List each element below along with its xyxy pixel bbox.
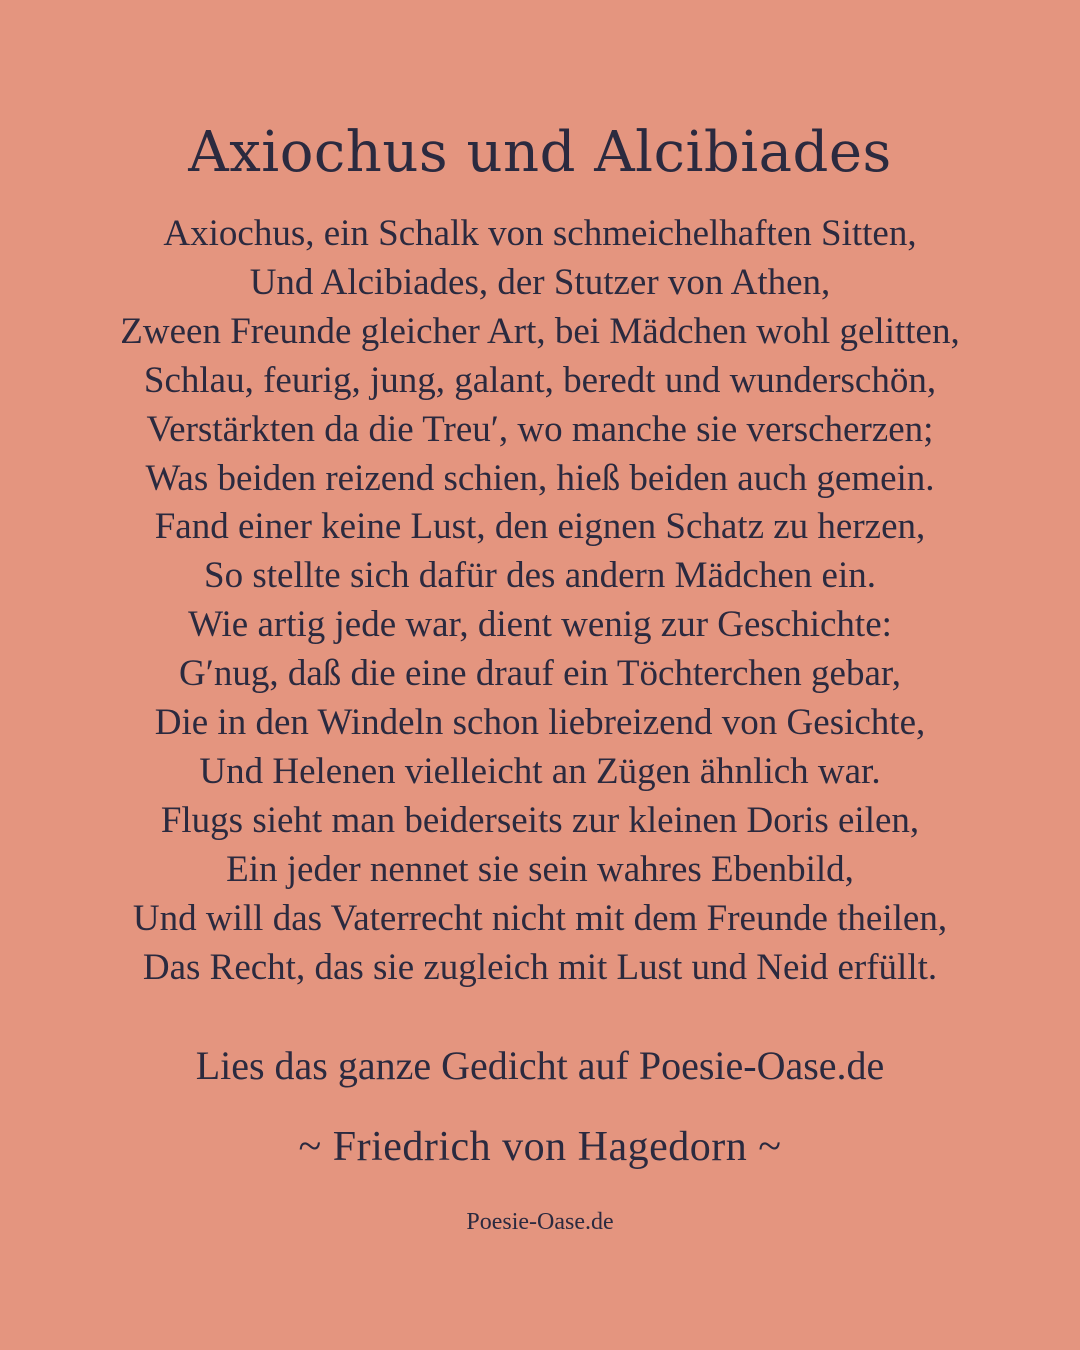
poem-line: Schlau, feurig, jung, galant, beredt und wunderschön, xyxy=(143,359,937,401)
poem-line: Zween Freunde gleicher Art, bei Mädchen wohl gelitten, xyxy=(120,310,960,352)
poem-line: Und Helenen vielleicht an Zügen ähnlich war. xyxy=(199,750,881,792)
poem-line: Und Alcibiades, der Stutzer von Athen, xyxy=(249,261,831,303)
poem-line: Die in den Windeln schon liebreizend von Gesichte, xyxy=(154,702,926,744)
poem-line: Und will das Vaterrecht nicht mit dem Freunde theilen, xyxy=(132,897,948,939)
poem-line: Ein jeder nennet sie sein wahres Ebenbild, xyxy=(226,848,854,890)
site-watermark: Poesie-Oase.de xyxy=(466,1209,614,1235)
poem-line: Verstärkten da die Treu′, wo manche sie verscherzen; xyxy=(146,408,934,450)
poem-line: So stellte sich dafür des andern Mädchen ein. xyxy=(204,555,876,597)
poem-title: Axiochus und Alcibiades xyxy=(188,120,892,185)
poem-body xyxy=(0,210,1080,993)
poem-line: Flugs sieht man beiderseits zur kleinen Doris eilen, xyxy=(160,799,920,841)
poem-line: Axiochus, ein Schalk von schmeichelhaften Sitten, xyxy=(163,213,917,254)
poem-line: Das Recht, das sie zugleich mit Lust und Neid erfüllt. xyxy=(142,946,938,988)
read-full-poem-text: Lies das ganze Gedicht auf Poesie-Oase.de xyxy=(195,1043,885,1088)
poem-line: Fand einer keine Lust, den eignen Schatz zu herzen, xyxy=(154,506,926,548)
poem-line: Was beiden reizend schien, hieß beiden auch gemein. xyxy=(145,457,935,499)
poem-line: Wie artig jede war, dient wenig zur Geschichte: xyxy=(188,604,892,646)
poem-line: G′nug, daß die eine drauf ein Töchterchen gebar, xyxy=(179,653,901,695)
poem-author: ~ Friedrich von Hagedorn ~ xyxy=(298,1124,782,1170)
